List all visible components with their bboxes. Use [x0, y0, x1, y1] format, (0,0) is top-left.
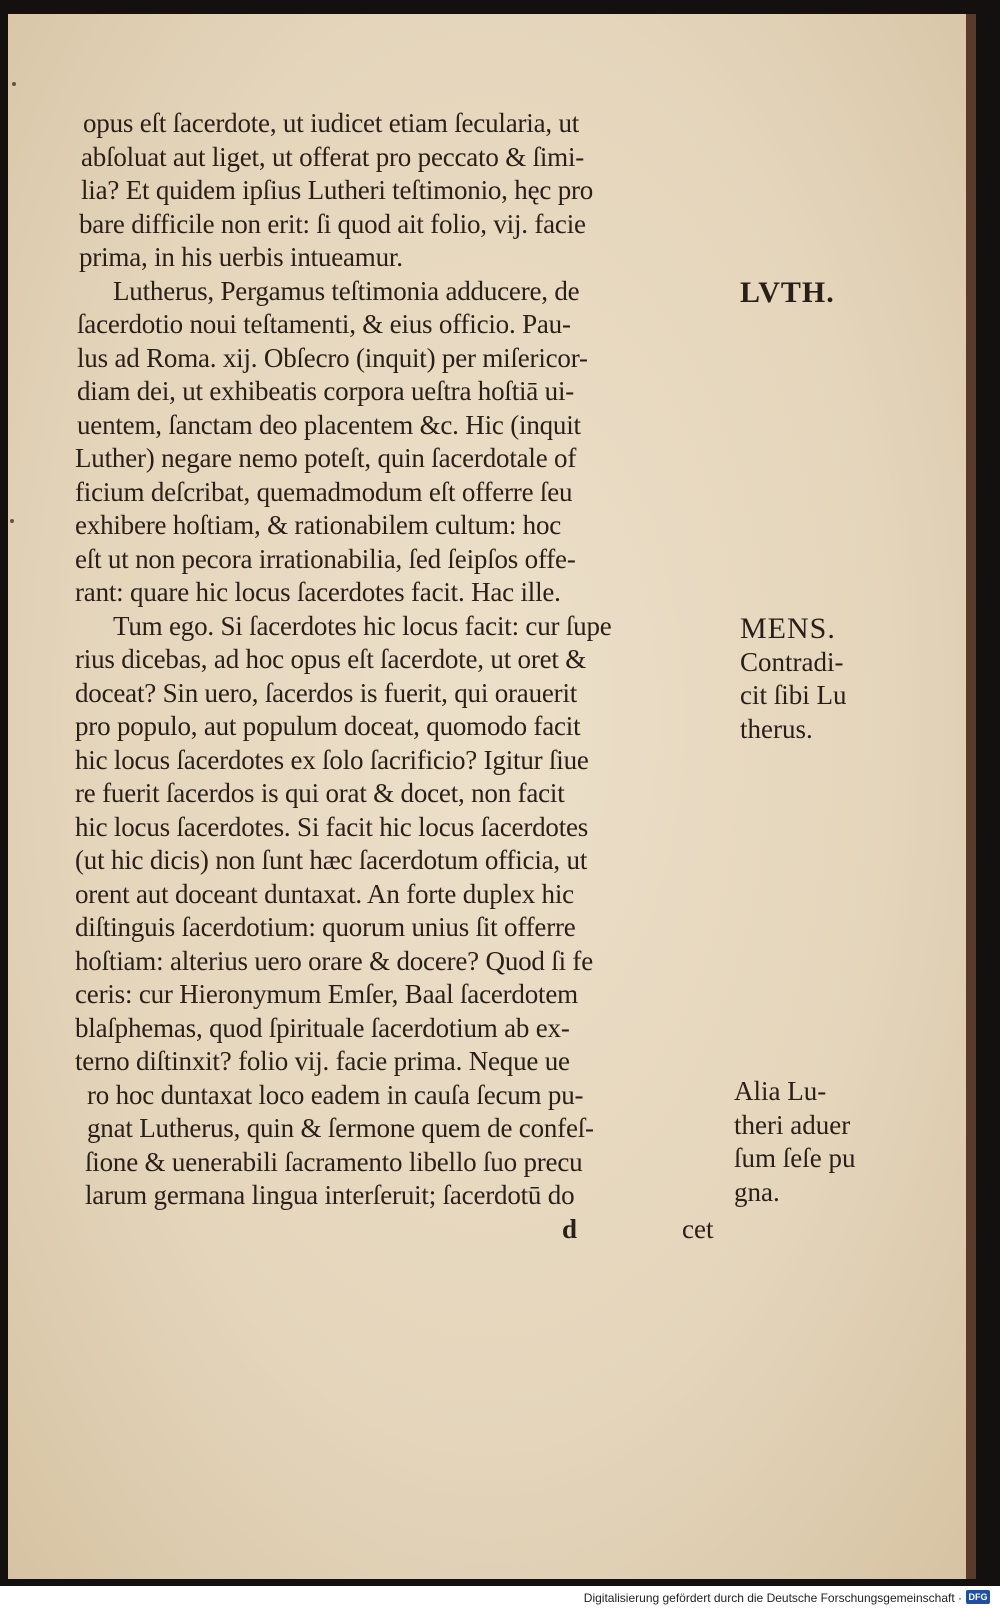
text-line: rius dicebas, ad hoc opus eſt ſacerdote, ut oret &: [75, 644, 587, 674]
text-line: pro populo, aut populum doceat, quomodo facit: [75, 711, 581, 741]
text-line: orent aut doceant duntaxat. An forte duplex hic: [75, 878, 574, 909]
text-line: Tum ego. Si ſacerdotes hic locus facit: cur ſupe: [113, 610, 612, 641]
text-line: terno diſtinxit? folio vij. facie prima. Neque ue: [75, 1046, 570, 1076]
text-line: rant: quare hic locus ſacerdotes facit. Hac ille.: [75, 577, 561, 607]
marginal-label: LVTH.: [740, 276, 835, 309]
text-line: ficium deſcribat, quemadmodum eſt offerre ſeu: [75, 476, 573, 507]
text-line: eſt ut non pecora irrationabilia, ſed ſeipſos offe-: [75, 543, 576, 574]
text-line: Luther) negare nemo poteſt, quin ſacerdotale of: [75, 443, 577, 473]
main-text: [75, 107, 755, 1213]
text-line: ſione & uenerabili ſacramento libello ſuo precu: [85, 1146, 583, 1177]
dfg-logo: DFG: [966, 1590, 990, 1604]
text-line: lus ad Roma. xij. Obſecro (inquit) per miſericor-: [77, 342, 588, 373]
text-line: hic locus ſacerdotes. Si facit hic locus ſacerdotes: [75, 811, 589, 842]
text-line: larum germana lingua interſeruit; ſacerdotū do: [85, 1180, 575, 1210]
text-line: uentem, ſanctam deo placentem &c. Hic (inquit: [77, 409, 581, 440]
marginal-note-alia: [734, 1075, 894, 1209]
text-line: (ut hic dicis) non ſunt hæc ſacerdotum officia, ut: [75, 845, 588, 875]
text-line: prima, in his uerbis intueamur.: [79, 242, 403, 272]
text-line: hoſtiam: alterius uero orare & docere? Quod ſi fe: [75, 945, 593, 976]
text-line: lia? Et quidem ipſius Lutheri teſtimonio, hęc pro: [81, 175, 594, 205]
text-line: abſoluat aut liget, ut offerat pro peccato & ſimi-: [81, 141, 585, 172]
marginal-line: ſum ſeſe pu: [734, 1143, 856, 1173]
text-line: diam dei, ut exhibeatis corpora ueſtra hoſtiā ui-: [77, 376, 575, 406]
marginal-note-mens: [740, 612, 900, 746]
text-line: ſacerdotio noui teſtamenti, & eius officio. Pau-: [77, 309, 571, 339]
marginal-line: Contradi-: [740, 646, 844, 677]
catchword: cet: [682, 1214, 714, 1244]
page-speck: [12, 82, 16, 86]
text-line: diſtinguis ſacerdotium: quorum unius ſit offerre: [75, 912, 576, 942]
text-line: ceris: cur Hieronymum Emſer, Baal ſacerdotem: [75, 979, 578, 1009]
text-line: ro hoc duntaxat loco eadem in cauſa ſecum pu-: [87, 1079, 584, 1110]
marginal-line: cit ſibi Lu: [740, 680, 847, 710]
marginal-line: Alia Lu-: [734, 1076, 827, 1106]
marginal-line: therus.: [740, 713, 813, 744]
page-speck: [10, 519, 14, 523]
marginal-label: MENS.: [740, 612, 836, 645]
marginal-line: gna.: [734, 1176, 780, 1207]
funding-credit: Digitalisierung gefördert durch die Deutsche Forschungsgemeinschaft ·: [583, 1591, 962, 1605]
marginal-line: theri aduer: [734, 1109, 851, 1140]
text-line: blaſphemas, quod ſpirituale ſacerdotium ab ex-: [75, 1012, 570, 1043]
text-line: opus eſt ſacerdote, ut iudicet etiam ſecularia, ut: [83, 108, 580, 138]
text-line: re fuerit ſacerdos is qui orat & docet, non facit: [75, 778, 565, 808]
text-line: gnat Lutherus, quin & ſermone quem de confeſ-: [87, 1113, 594, 1143]
text-line: exhibere hoſtiam, & rationabilem cultum: hoc: [75, 510, 562, 540]
text-line: doceat? Sin uero, ſacerdos is fuerit, qui orauerit: [75, 677, 578, 708]
text-line: hic locus ſacerdotes ex ſolo ſacrificio? Igitur ſiue: [75, 744, 589, 775]
text-line: Lutherus, Pergamus teſtimonia adducere, de: [113, 275, 580, 306]
marginal-note-luth: [740, 276, 900, 310]
text-line: bare difficile non erit: ſi quod ait folio, vij. facie: [79, 208, 586, 239]
signature-mark: d: [562, 1214, 578, 1244]
